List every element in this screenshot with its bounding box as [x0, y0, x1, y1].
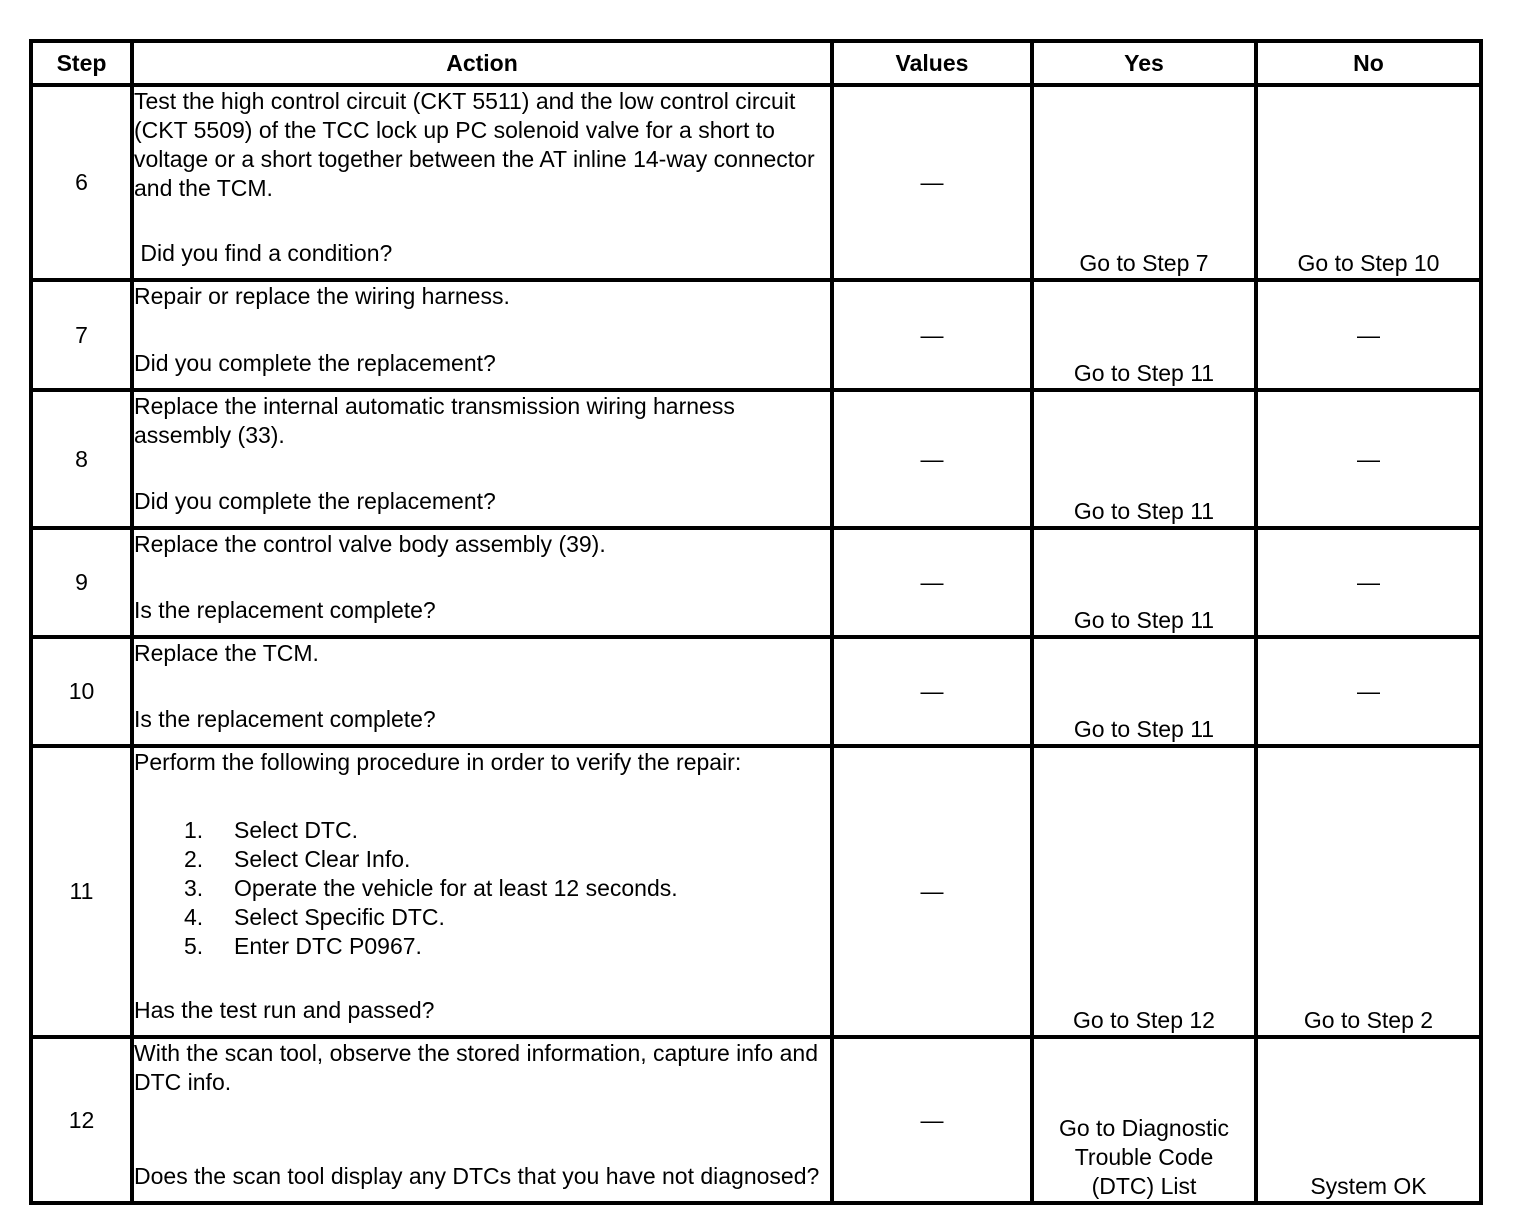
header-yes: Yes: [1032, 41, 1256, 85]
table-row: [31, 528, 1481, 637]
table-row: [31, 85, 1481, 280]
action-cell: [132, 280, 832, 390]
header-row: [31, 41, 1481, 85]
list-item: [184, 816, 830, 845]
list-number: 3.: [184, 875, 204, 901]
step-number: 12: [31, 1037, 132, 1203]
diagnostic-table: [29, 39, 1483, 1205]
action-question: Has the test run and passed?: [134, 997, 435, 1023]
values-cell: —: [832, 637, 1032, 746]
action-cell: [132, 746, 832, 1037]
values-cell: —: [832, 528, 1032, 637]
no-cell: —: [1256, 528, 1481, 637]
values-cell: —: [832, 280, 1032, 390]
yes-cell: Go to Step 11: [1032, 280, 1256, 390]
step-number: 11: [31, 746, 132, 1037]
header-step: Step: [31, 41, 132, 85]
action-question: Does the scan tool display any DTCs that you have not diagnosed?: [134, 1163, 820, 1189]
table-row: [31, 1037, 1481, 1203]
no-cell: —: [1256, 390, 1481, 528]
procedure-list: [134, 816, 830, 961]
action-cell: [132, 528, 832, 637]
table-row: [31, 746, 1481, 1037]
action-question: Did you complete the replacement?: [134, 350, 496, 376]
values-cell: —: [832, 1037, 1032, 1203]
action-cell: [132, 390, 832, 528]
yes-cell: Go to Step 11: [1032, 528, 1256, 637]
values-cell: —: [832, 746, 1032, 1037]
action-text: Perform the following procedure in order to verify the repair:: [134, 749, 742, 775]
list-text: Operate the vehicle for at least 12 seconds.: [234, 875, 678, 901]
action-text: With the scan tool, observe the stored information, capture info and DTC info.: [134, 1040, 818, 1095]
yes-cell: Go to Diagnostic Trouble Code (DTC) List: [1032, 1037, 1256, 1203]
step-number: 7: [31, 280, 132, 390]
action-text: Repair or replace the wiring harness.: [134, 283, 510, 309]
no-cell: Go to Step 10: [1256, 85, 1481, 280]
list-text: Enter DTC P0967.: [234, 933, 422, 959]
yes-cell: Go to Step 11: [1032, 390, 1256, 528]
action-question: Is the replacement complete?: [134, 597, 436, 623]
action-question: Is the replacement complete?: [134, 706, 436, 732]
list-item: [184, 932, 830, 961]
yes-cell: Go to Step 12: [1032, 746, 1256, 1037]
list-text: Select Clear Info.: [234, 846, 411, 872]
header-values: Values: [832, 41, 1032, 85]
values-cell: —: [832, 85, 1032, 280]
list-number: 2.: [184, 846, 204, 872]
list-item: [184, 845, 830, 874]
values-cell: —: [832, 390, 1032, 528]
table-row: [31, 390, 1481, 528]
header-action: Action: [132, 41, 832, 85]
yes-cell: Go to Step 11: [1032, 637, 1256, 746]
list-text: Select Specific DTC.: [234, 904, 445, 930]
list-text: Select DTC.: [234, 817, 358, 843]
no-cell: —: [1256, 280, 1481, 390]
action-question: Did you complete the replacement?: [134, 488, 496, 514]
yes-cell: Go to Step 7: [1032, 85, 1256, 280]
action-text: Test the high control circuit (CKT 5511) and the low control circuit (CKT 5509) of the TCC lock up PC solenoid valve for a short to voltage or a short together between the AT inline 14-way connector and the TCM.: [134, 88, 815, 201]
step-number: 9: [31, 528, 132, 637]
list-item: [184, 903, 830, 932]
no-cell: Go to Step 2: [1256, 746, 1481, 1037]
no-cell: —: [1256, 637, 1481, 746]
action-cell: [132, 1037, 832, 1203]
list-item: [184, 874, 830, 903]
action-cell: [132, 85, 832, 280]
step-number: 8: [31, 390, 132, 528]
list-number: 4.: [184, 904, 204, 930]
list-number: 5.: [184, 933, 204, 959]
step-number: 10: [31, 637, 132, 746]
action-text: Replace the control valve body assembly (39).: [134, 531, 606, 557]
action-text: Replace the internal automatic transmission wiring harness assembly (33).: [134, 393, 735, 448]
action-text: Replace the TCM.: [134, 640, 319, 666]
step-number: 6: [31, 85, 132, 280]
header-no: No: [1256, 41, 1481, 85]
list-number: 1.: [184, 817, 204, 843]
no-cell: System OK: [1256, 1037, 1481, 1203]
action-question: Did you find a condition?: [134, 240, 393, 266]
table-row: [31, 280, 1481, 390]
table-row: [31, 637, 1481, 746]
action-cell: [132, 637, 832, 746]
